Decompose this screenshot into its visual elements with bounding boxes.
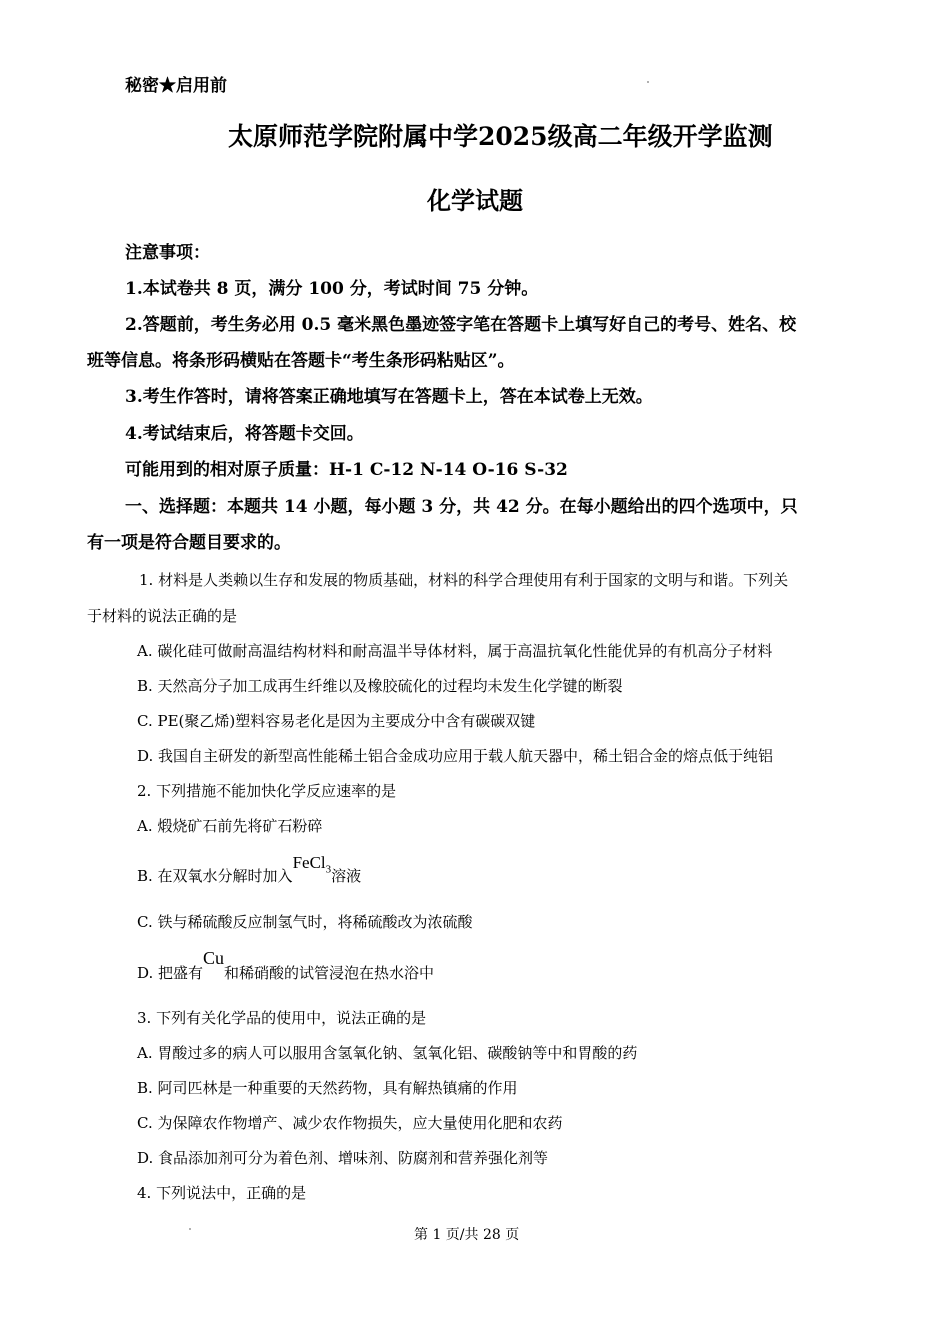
q3-option-b: B. 阿司匹林是一种重要的天然药物，具有解热镇痛的作用 [137, 1079, 518, 1097]
q4-stem: 4. 下列说法中，正确的是 [137, 1184, 307, 1202]
q3-option-a: A. 胃酸过多的病人可以服用含氢氧化钠、氢氧化铝、碳酸钠等中和胃酸的药 [137, 1044, 638, 1062]
fecl3-formula [292, 853, 332, 876]
q2-option-c: C. 铁与稀硫酸反应制氢气时，将稀硫酸改为浓硫酸 [137, 913, 473, 931]
notice-item-2-line-2: 班等信息。将条形码横贴在答题卡“考生条形码粘贴区”。 [87, 351, 515, 371]
notice-item-4: 4.考试结束后，将答题卡交回。 [125, 424, 364, 444]
q2-stem: 2. 下列措施不能加快化学反应速率的是 [137, 782, 397, 800]
scan-speck [189, 1228, 191, 1230]
notice-item-1: 1.本试卷共 8 页，满分 100 分，考试时间 75 分钟。 [125, 279, 539, 299]
q1-option-d: D. 我国自主研发的新型高性能稀土铝合金成功应用于载人航天器中，稀土铝合金的熔点低于纯铝 [137, 747, 774, 765]
q1-option-c: C. PE(聚乙烯)塑料容易老化是因为主要成分中含有碳碳双键 [137, 712, 536, 730]
q2-option-d-suffix: 和稀硝酸的试管浸泡在热水浴中 [224, 964, 435, 982]
confidential-label: 秘密★启用前 [125, 76, 227, 96]
q2-option-d [137, 948, 435, 982]
scan-speck [647, 81, 649, 83]
exam-title: 太原师范学院附属中学2025级高二年级开学监测 [228, 122, 773, 151]
page-footer: 第 1 页/共 28 页 [414, 1227, 520, 1243]
q1-stem-line-1: 1. 材料是人类赖以生存和发展的物质基础，材料的科学合理使用有利于国家的文明与和谐。下列关 [139, 571, 789, 589]
q3-option-c: C. 为保障农作物增产、减少农作物损失，应大量使用化肥和农药 [137, 1114, 563, 1132]
q2-option-a: A. 煅烧矿石前先将矿石粉碎 [137, 817, 323, 835]
notice-item-2-line-1: 2.答题前，考生务必用 0.5 毫米黑色墨迹签字笔在答题卡上填写好自己的考号、姓名、校 [125, 315, 797, 335]
q2-option-b-prefix: B. 在双氧水分解时加入 [137, 867, 293, 885]
q2-option-b-suffix: 溶液 [331, 867, 362, 885]
q1-stem-line-2: 于材料的说法正确的是 [87, 607, 238, 625]
q3-stem: 3. 下列有关化学品的使用中，说法正确的是 [137, 1009, 427, 1027]
section-1-line-2: 有一项是符合题目要求的。 [87, 533, 291, 553]
notice-heading: 注意事项： [125, 243, 210, 263]
fecl3-main: FeCl [292, 853, 326, 872]
exam-subtitle: 化学试题 [427, 186, 523, 215]
q2-option-d-prefix: D. 把盛有 [137, 964, 204, 982]
q1-option-b: B. 天然高分子加工成再生纤维以及橡胶硫化的过程均未发生化学键的断裂 [137, 677, 623, 695]
q1-option-a: A. 碳化硅可做耐高温结构材料和耐高温半导体材料，属于高温抗氧化性能优异的有机高分子材料 [137, 642, 773, 660]
cu-formula: Cu [203, 948, 225, 968]
q2-option-b [137, 853, 362, 888]
fecl3-subscript: 3 [325, 863, 332, 876]
q3-option-d: D. 食品添加剂可分为着色剂、增味剂、防腐剂和营养强化剂等 [137, 1149, 549, 1167]
notice-item-3: 3.考生作答时，请将答案正确地填写在答题卡上，答在本试卷上无效。 [125, 387, 653, 407]
atomic-mass-line: 可能用到的相对原子质量：H-1 C-12 N-14 O-16 S-32 [125, 460, 568, 480]
section-1-line-1: 一、选择题：本题共 14 小题，每小题 3 分，共 42 分。在每小题给出的四个选项中，只 [125, 497, 798, 517]
